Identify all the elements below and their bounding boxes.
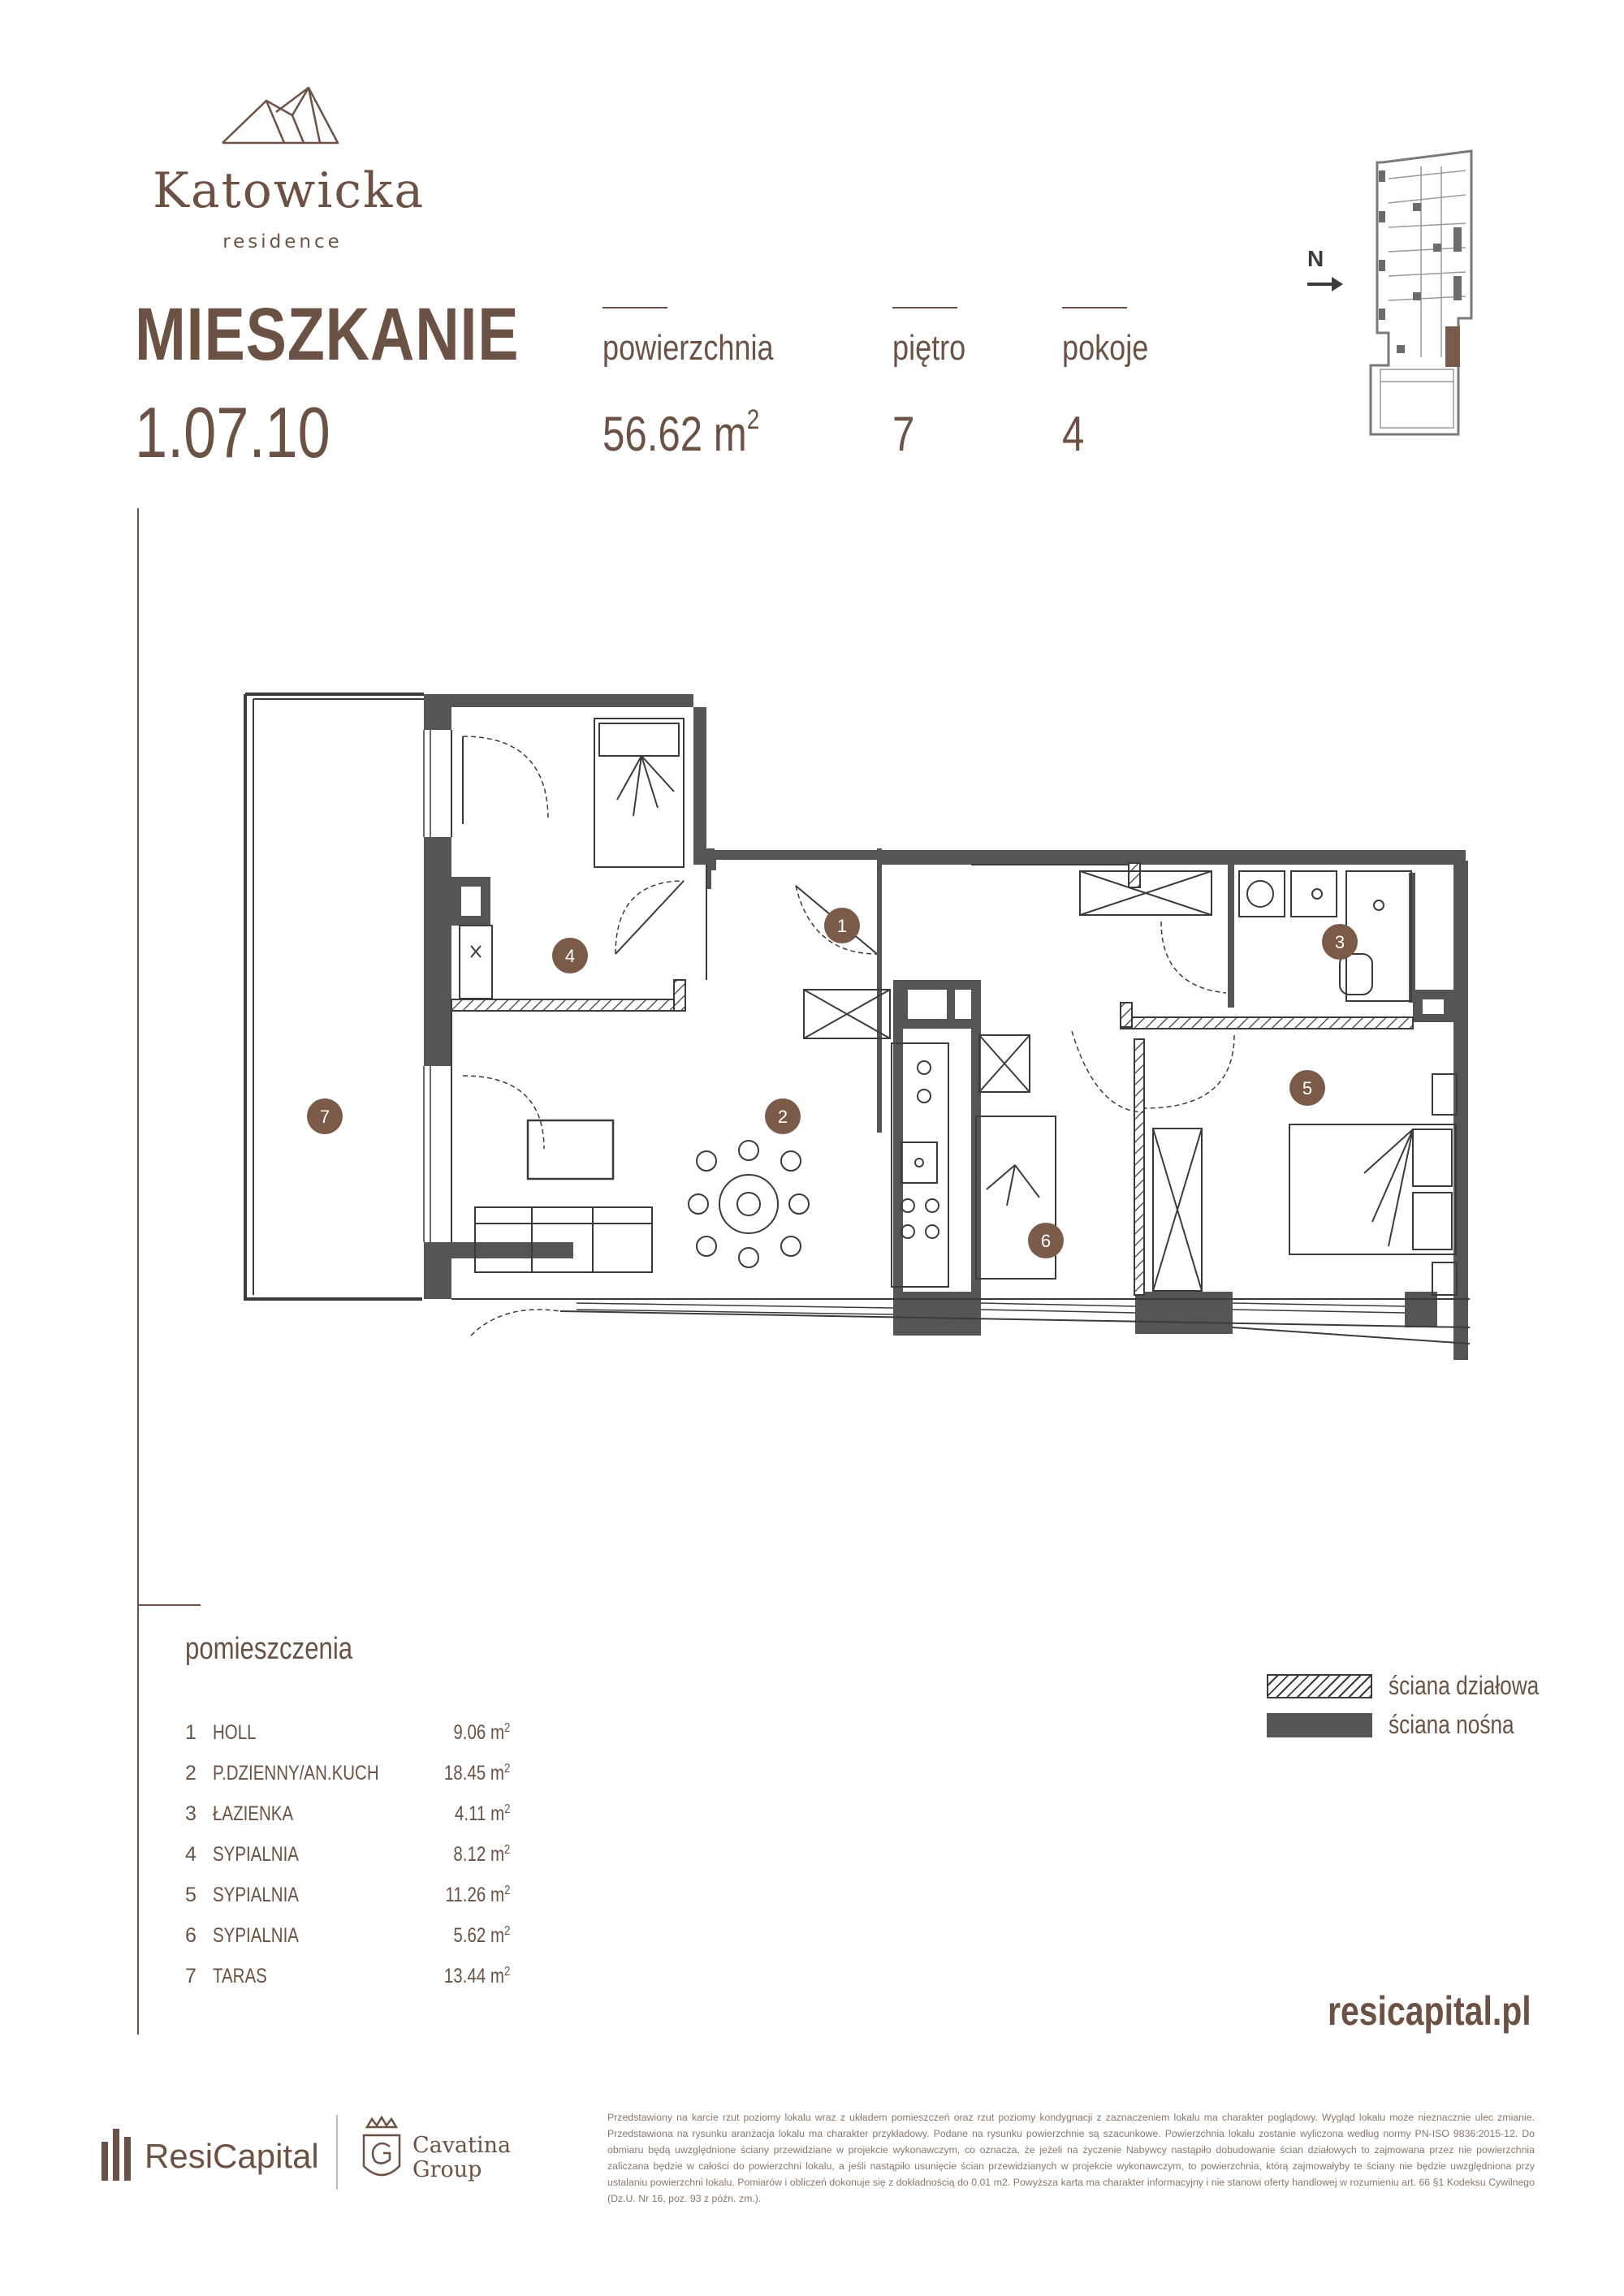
svg-text:4: 4 (564, 946, 576, 966)
bearing-wall-label: ściana nośna (1389, 1710, 1514, 1739)
room-number: 3 (185, 1802, 197, 1825)
resicapital-name: ResiCapital (145, 2137, 319, 2175)
kitchen-units (804, 990, 1030, 1287)
room-row (185, 1965, 510, 2005)
stat-rule (1062, 307, 1127, 309)
bathroom-fittings (1080, 871, 1411, 1001)
svg-text:5: 5 (1302, 1078, 1313, 1098)
room-marker-1 (824, 908, 860, 943)
brand-name: Katowicka (153, 162, 425, 219)
sofa (475, 1207, 652, 1272)
room-number: 2 (185, 1762, 197, 1785)
tv-table (528, 1120, 613, 1179)
room-row (185, 1884, 510, 1924)
room-area: 4.11 $m^2$ (454, 1802, 510, 1825)
room-name: SYPIALNIA (213, 1884, 299, 1906)
room-marker-2 (765, 1098, 801, 1134)
vertical-rule (137, 508, 139, 2035)
room-marker-7 (307, 1098, 343, 1134)
wardrobe-room-5 (1153, 1129, 1202, 1291)
room-name: SYPIALNIA (213, 1843, 299, 1866)
partition-walls (451, 863, 1413, 1295)
stat-label-floor: piętro (892, 328, 966, 368)
wardrobe-room-4 (460, 926, 492, 999)
north-arrow-icon (1307, 277, 1343, 291)
partition-wall-label: ściana działowa (1389, 1671, 1540, 1700)
partition-wall-swatch (1267, 1674, 1372, 1698)
unit-highlight (1445, 326, 1460, 367)
bed-room-5 (1289, 1074, 1457, 1295)
room-area: 11.26 $m^2$ (445, 1884, 510, 1906)
room-area: 5.62 $m^2$ (453, 1924, 510, 1947)
cavatina-logo-icon (359, 2116, 404, 2190)
stat-value-area: 56.62 $m^2$ (603, 404, 760, 461)
room-area: 8.12 $m^2$ (453, 1843, 510, 1866)
rooms-title: pomieszczenia (185, 1632, 353, 1666)
unit-kind: MIESZKANIE (135, 293, 520, 376)
room-name: HOLL (213, 1721, 257, 1744)
stat-value-rooms: 4 (1062, 407, 1085, 461)
cavatina-line-2: Group (412, 2157, 482, 2182)
stat-rule (892, 307, 957, 309)
room-marker-6 (1028, 1223, 1064, 1258)
room-marker-4 (552, 938, 588, 973)
cavatina-name (412, 2134, 511, 2182)
room-name: ŁAZIENKA (213, 1802, 294, 1825)
brand-subtitle: residence (222, 231, 343, 252)
stat-label-area: powierzchnia (603, 328, 774, 368)
rule-tick (137, 1604, 201, 1606)
svg-text:1: 1 (836, 916, 848, 936)
footer-divider (336, 2115, 338, 2190)
room-name: P.DZIENNY/AN.KUCH (213, 1762, 379, 1785)
svg-text:7: 7 (319, 1107, 330, 1127)
room-number: 7 (185, 1965, 197, 1987)
katowicka-logo-icon (219, 83, 341, 148)
room-number: 4 (185, 1843, 197, 1866)
room-row (185, 1843, 510, 1884)
room-marker-5 (1289, 1070, 1325, 1106)
stat-rule (603, 307, 667, 309)
north-label: N (1307, 246, 1324, 271)
svg-text:2: 2 (777, 1107, 788, 1127)
room-area: 13.44 $m^2$ (443, 1965, 510, 1987)
svg-text:3: 3 (1334, 932, 1345, 952)
room-number: 5 (185, 1884, 197, 1906)
bearing-wall-swatch (1267, 1713, 1372, 1737)
stat-value-floor: 7 (892, 407, 915, 461)
room-row (185, 1721, 510, 1762)
stat-label-rooms: pokoje (1062, 328, 1149, 368)
building-keyplan (1299, 146, 1486, 447)
room-number: 6 (185, 1924, 197, 1947)
terrace (245, 694, 424, 1299)
room-number: 1 (185, 1721, 197, 1744)
website-link[interactable]: resicapital.pl (1328, 1988, 1531, 2034)
dining-table (689, 1141, 809, 1267)
room-row (185, 1924, 510, 1965)
cavatina-line-1: Cavatina (412, 2133, 512, 2158)
resicapital-logo-icon (100, 2121, 139, 2186)
legal-disclaimer: Przedstawiony na karcie rzut poziomy lokalu wraz z układem pomieszczeń oraz rzut poziomy kondygnacji z zaznaczeniem lokalu ma charakter poglądowy. Wygląd lokalu może nieznacznie ulec zmianie. Przedstawiona na rysunku aranżacja lokalu ma charakter przykładowy. Podane na rysunku powierzchnie są szacunkowe. Powierzchnia lokalu zostanie wyliczona według normy PN-ISO 9836:2015-12. Do obmiaru będą uwzględnione ściany przewidziane w projekcie wykonawczym, co oznacza, że jeżeli na życzenie Nabywcy nastąpiło dobudowanie ścian działowych to zajmowana przez nie powierzchnia zaliczana będzie w całości do powierzchni lokalu, a jeśli nastąpiło usunięcie ścian przewidzianych w projekcie wykonawczym, to powierzchnia, którą zajmowałyby te ściany nie będzie uwzględniona przy ustalaniu powierzchni lokalu. Pomiarów i obliczeń dokonuje się z dokładnością do 0,01 m2. Powyższa karta ma charakter informacyjny i nie stanowi oferty handlowej w rozumieniu art. 66 §1 Kodeksu Cywilnego (Dz.U. Nr 16, poz. 93 z późn. zm.). (607, 2112, 1535, 2204)
room-area: 18.45 $m^2$ (443, 1762, 510, 1785)
room-marker-3 (1322, 924, 1358, 960)
room-name: TARAS (213, 1965, 267, 1987)
svg-text:6: 6 (1040, 1231, 1052, 1251)
room-name: SYPIALNIA (213, 1924, 299, 1947)
room-row (185, 1762, 510, 1802)
bed-room-4 (594, 719, 684, 867)
room-markers (307, 908, 1358, 1258)
floor-plan (235, 686, 1486, 1360)
room-area: 9.06 $m^2$ (453, 1721, 510, 1744)
unit-number: 1.07.10 (135, 392, 330, 473)
room-row (185, 1802, 510, 1843)
